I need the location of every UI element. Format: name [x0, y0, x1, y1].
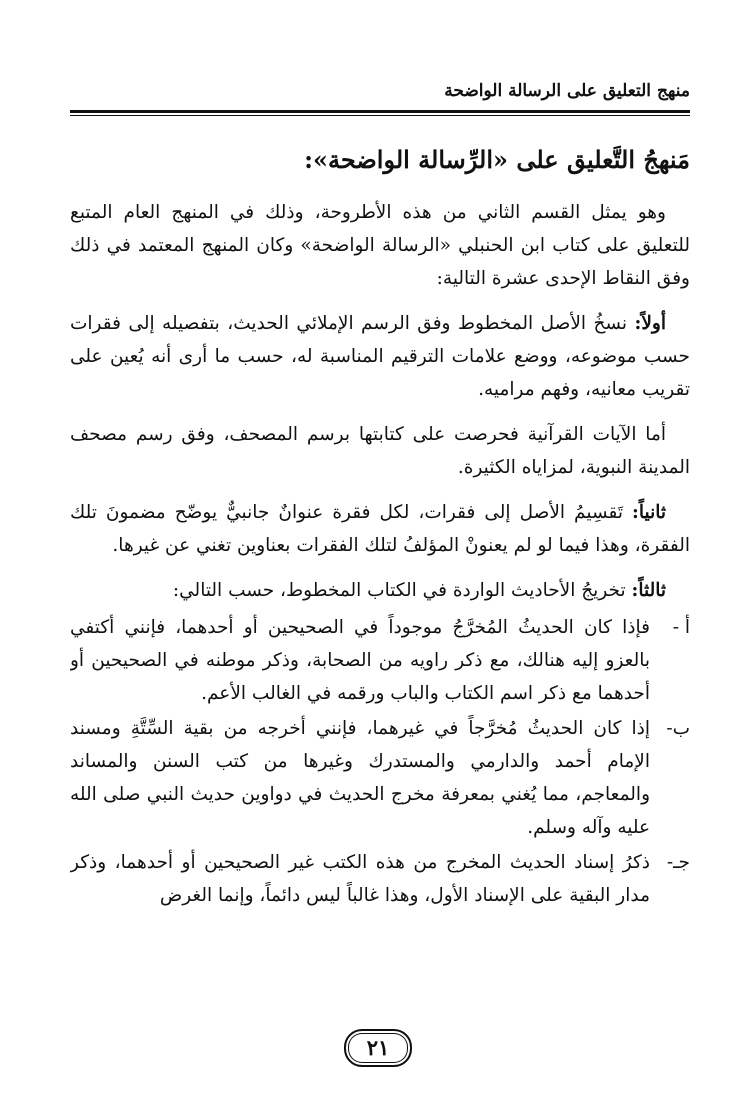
- point-first: [70, 307, 690, 406]
- list-item: [70, 846, 690, 912]
- header-rule-thick: [70, 110, 690, 113]
- point-second: [70, 496, 690, 562]
- sub-items-list: [70, 611, 690, 912]
- list-item-text: فإذا كان الحديثُ المُخرَّجُ موجوداً في الصحيحين أو أحدهما، فإنني أكتفي بالعزو إليه هنالك، مع ذكر راويه من الصحابة، وذكر موطنه في الصحيحين أو أحدهما مع ذكر اسم الكتاب والباب ورقمه في الغالب الأعم.: [70, 617, 650, 704]
- point-third-label: ثالثاً:: [631, 580, 666, 601]
- list-item: [70, 712, 690, 844]
- list-item-text: إذا كان الحديثُ مُخرَّجاً في غيرهما، فإنني أخرجه من بقية السِّتَّةِ ومسند الإمام أحمد والدارمي والمستدرك وغيرها من كتب السنن والمساند والمعاجم، مما يُغني بمعرفة مخرج الحديث في دواوين حديث النبي صلى الله عليه وآله وسلم.: [70, 718, 650, 838]
- point-third: [70, 574, 690, 607]
- list-item: [70, 611, 690, 710]
- point-third-text: تخريجُ الأحاديث الواردة في الكتاب المخطوط، حسب التالي:: [172, 580, 632, 601]
- section-title: مَنهجُ التَّعليق على «الرِّسالة الواضحة»:: [304, 145, 690, 174]
- running-header: منهج التعليق على الرسالة الواضحة: [444, 81, 690, 101]
- page-body: [70, 138, 690, 1028]
- list-item-marker: جـ-: [666, 852, 690, 873]
- list-item-marker: أ -: [672, 617, 690, 638]
- intro-paragraph: وهو يمثل القسم الثاني من هذه الأطروحة، وذلك في المنهج العام المتبع للتعليق على كتاب ابن الحنبلي «الرسالة الواضحة» وكان المنهج المعتمد في ذلك وفق النقاط الإحدى عشرة التالية:: [70, 202, 690, 289]
- quran-note-paragraph: أما الآيات القرآنية فحرصت على كتابتها برسم المصحف، وفق رسم مصحف المدينة النبوية، لمزاياه الكثيرة.: [70, 424, 690, 478]
- point-second-text: تَقسِيمُ الأصل إلى فقرات، لكل فقرة عنوانٌ جانبيٌّ يوضّح مضمونَ تلك الفقرة، وهذا فيما لو لم يعنونْ المؤلفُ لتلك الفقرات بعناوين تغني عن غيرها.: [70, 502, 690, 556]
- point-second-label: ثانياً:: [632, 502, 666, 523]
- list-item-text: ذكرُ إسناد الحديث المخرج من هذه الكتب غير الصحيحين أو أحدهما، وذكر مدار البقية على الإسناد الأول، وهذا غالباً ليس دائماً، وإنما الغرض: [70, 852, 650, 906]
- point-first-label: أولاً:: [634, 313, 666, 334]
- header-rule-thin: [70, 115, 690, 116]
- point-first-text: نسخُ الأصل المخطوط وفق الرسم الإملائي الحديث، بتفصيله إلى فقرات حسب موضوعه، ووضع علامات الترقيم المناسبة له، حسب ما أرى أنه يُعين على تقريب معانيه، وفهم مراميه.: [70, 313, 690, 400]
- page-number-badge: ٢١: [344, 1029, 412, 1067]
- list-item-marker: ب-: [666, 718, 690, 739]
